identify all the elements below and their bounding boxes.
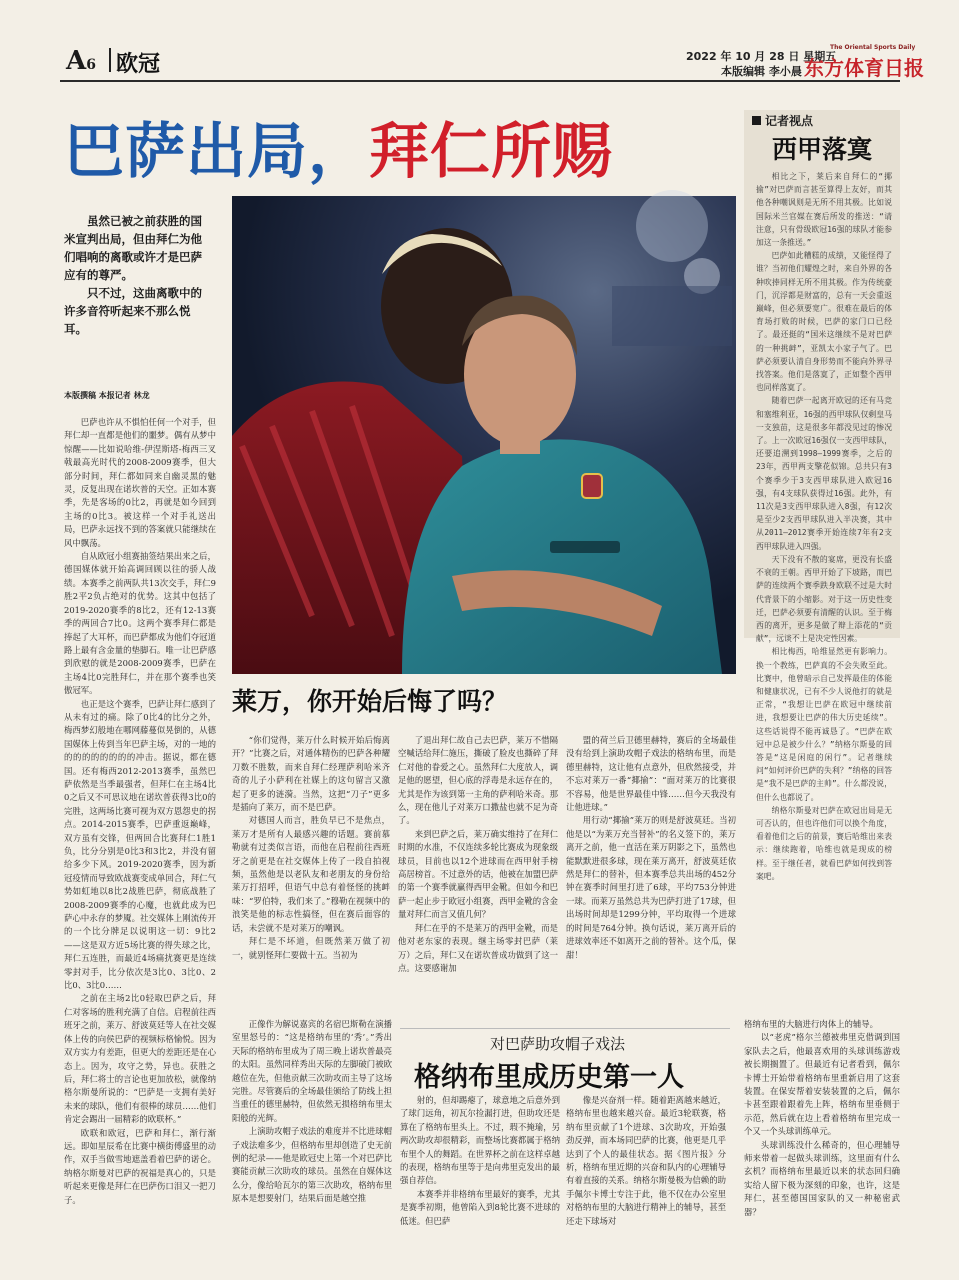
story1-paragraph: 巴萨也许从不惧怕任何一个对手，但拜仁却一直都是他们的噩梦。偶有从梦中惊醒——比如说哈维-伊涅斯塔-梅西三叉戟最高光时代的2008-2009赛季，但大部分时间，拜仁都如同来自幽灵黑的魅灵，反复出现在诺坎普的天空。正如本赛季，先是客场的0比2，再就是如今回到主场的0比3。被这样一个对手礼送出局，巴萨永远找不到的答案就只能继续在风中飘荡。	[64, 417, 216, 548]
sidebar-paragraph: 纳格尔斯曼对巴萨在欧冠出局是无可否认的，但也许他们可以换个角度，看着他们之后的前景，赛后哈维出来表示：继续跑着，哈维也就是现成的榜样。至于继任者，就看巴萨如何找到答案吧。	[756, 805, 892, 881]
story2-column-1	[232, 1018, 392, 1276]
story1-paragraph: 对德国人而言，胜负早已不是焦点，莱万才是所有人最感兴趣的话题。赛前慕勒就有过类似言语，而他在启程前往西班牙之前更是在社交媒体上传了一段自拍视频，虽然他是以老队友和老朋友的身份给莱万打招呼，但语气中总有着怪怪的挑衅味：“罗伯特，我们来了。”穆勒在视频中的浪笑是他的标志性搞怪，但在赛后面容的话，未尝就不是对莱万的嘲讽。	[232, 815, 390, 933]
story2-paragraph: 格纳布里的大脑进行肉体上的辅导。	[744, 1019, 878, 1029]
story1-column-1	[64, 416, 216, 1276]
story1-paragraph: 来到巴萨之后，莱万确实维持了在拜仁时期的水准，不仅连续多轮比赛成为现象级球员，目前也以12个进球而在西甲射手榜高居榜首。不过意外的话，他被在加盟巴萨的第一个赛季就赢得西甲金靴。但如今和巴萨一起止步于欧冠小组赛，西甲金靴的含金量对拜仁而言又值几何？	[398, 828, 558, 920]
story1-column-2	[232, 734, 390, 1014]
sidebar-kicker: 记者视点	[752, 112, 813, 129]
story1-paragraph: 也正是这个赛季，巴萨让拜仁感到了从未有过的痛。除了0比4的比分之外，梅西梦幻般地在哪网藤蔓似晃倒的，从德国媒体上传到当年巴萨主场，对的一地的的的的的的的的的冲击。据说，都在德国。还有梅西2012-2013赛季，虽然巴萨依然是当季最强者，但拜仁在主场4比0之后又不可思议地在诺坎普获得3比0的完胜，这两场比赛可视为双方恩怨史的拐点。2014-2015赛季，巴萨重返巅峰，双方虽有交锋，但两回合比赛拜仁1胜1负，比分分别是0比3和3比2，并没有留给多少下风。2019-2020赛季，因为新冠疫情而导致欧战赛变成单回合，拜仁气势如虹地以8比2战胜巴萨，彻底战胜了2008-2009赛季的心魔，也就此成为巴萨心中永存的梦魇。社交媒体上刚流传开的一个比分牌足以说明这一切：9比2——这是双方近5场比赛的得失球之比，拜仁五连胜，而最近4场痛扰赛更是连续零封对手，比分依次是3比0、3比0、2比0、3比0……	[64, 698, 216, 991]
hug-photo	[232, 196, 736, 674]
story1-paragraph: “你们觉得，莱万什么时候开始后悔离开？”比赛之后，对通体精伤的巴萨各种耀刀数不胜数，而来自拜仁经理萨利哈米齐奇的儿子小萨利在社媒上的这句留言又激起了更多的涟漪。当然，这把“刀子”更多是插向了莱万，而不是巴萨。	[232, 735, 390, 813]
story2-paragraph: 上演助攻帽子戏法的难度并不比进球帽子戏法难多少，但格纳布里却创造了史无前例的纪录——他是欧冠史上第一个对巴萨比赛能贡献三次助攻的球员。虽然在自媒体这么分，像给哈瓦尔的第三次助攻，格纳布里原本是想要射门，结果后面是越空推	[232, 1126, 392, 1204]
story1-paragraph: 自从欧冠小组赛抽签结果出来之后，德国媒体就开始高调回顾以往的骄人战绩。本赛季之前两队共13次交手，拜仁9胜2平2负占绝对的优势。这其中包括了2019-2020赛季的8比2，还有12-13赛季的两回合7比0。这两个赛季拜仁都是捧起了大耳杯，而巴萨都成为他们夺冠道路上最有含金量的垫脚石。唯一让巴萨感到欣慰的就是2008-2009赛季，巴萨在主场4比0完胜拜仁，并在那个赛季也笑傲冠军。	[64, 551, 216, 696]
story2-column-2	[400, 1094, 560, 1276]
sidebar-paragraph: 相比梅西，哈维显然更有影响力。换一个教练，巴萨真的不会失败至此。比赛中，他曾暗示自己发挥最佳的体能和健康状况，已有不少人说他打的就是正常，“我想让巴萨在欧冠中继续前进，我想要让巴萨的伟大历史延续”。这些话说得不能再诚恳了。“巴萨在欧冠中总是被少什么？”纳格尔斯曼的回答是“这是闲庭的闲行”。记者继续问“如何评价巴萨的失利？”纳格的回答是“我不是巴萨的主帅”。什么都没说，但什么也都说了。	[756, 647, 892, 802]
sidebar-title: 西甲落寞	[772, 135, 873, 164]
header-divider	[109, 48, 111, 72]
story2-column-4	[744, 1018, 900, 1276]
headline-part-red: 拜仁所赐	[369, 117, 613, 187]
issue-date: 2022 年 10 月 28 日 星期五	[686, 50, 837, 63]
story1-paragraph: 拜仁是不坏道，但既然莱万做了初一，就别怪拜仁要做十五。当初为	[232, 936, 390, 960]
masthead-red-text: 东方	[804, 56, 844, 80]
lead-text-2: 只不过，这曲离歌中的许多音符听起来不那么悦耳。	[64, 286, 202, 336]
sidebar-paragraph: 相比之下，莱后来自拜仁的“揶揄”对巴萨而言甚至算得上友好，而其他各种嘲讽则是无所不用其极。比如说国际米兰官媒在赛后所发的推送：“请注意，只有骨级欧冠16强的球队才能参加这一条推送。”	[756, 172, 892, 248]
story1-paragraph: 之前在主场2比0轻取巴萨之后，拜仁对客场的胜利充满了自信。启程前往西班牙之前，莱万、舒波莫廷等人在社交媒体上传的向侯巴萨的视频标格愉悦。因为双方实力有差距，但更大的差距还是在心态上。因为，攻守之势，异也。获胜之后，拜仁将士的言论也更加放松，就像纳格尔斯曼所说的：“巴萨是一支拥有美好未来的球队，他们有很棒的球员……他们肯定会踢出一届精彩的欧联杯。”	[64, 993, 216, 1125]
story1-paragraph: 欧联和欧冠，巴萨和拜仁，渐行渐远。即如星辰希在比赛中横街傅盛里的动作，双手当做雪地遮盖看着巴萨的诺仑。纳格尔斯曼对巴萨的祝福是真心的，只是听起来更像是拜仁在巴萨伤口泪又一把刀子。	[64, 1127, 216, 1205]
story2-kicker: 对巴萨助攻帽子戏法	[490, 1035, 626, 1053]
story1-paragraph: 拜仁在乎的不是莱万的西甲金靴，而是他对老东家的表现。继主场零封巴萨（莱万）之后，拜仁又在诺坎普成功做到了这一点。这要感谢加	[398, 922, 558, 973]
story2-paragraph: 正像作为解说嘉宾的名宿巴斯勒在演播室里怒号的：“这是格纳布里的‘秀’。”秀出天际的格纳布里成为了周三晚上诺坎普最亮的太阳。虽然同样秀出天际的左脚破门被欧越位在先，但他贡献三次助攻而主导了这场完胜。尽管赛后的全场最佳颁给了防线上担当重任的德里赫特，但依然无损格纳布里太阳般的光辉。	[232, 1019, 392, 1123]
story2-paragraph: 以“老虎”格尔兰德被弗里克借调到国家队去之后，他最喜欢用的头球训练游戏被长期搁置了。但最近有记者看到，佩尔卡博士开始带着格纳布里重新启用了这套装置。在保安帮着安装装置的之后，佩尔卡甚至跟着跟着先上阵，格纳布里垂侧于示范，然后就在边上看着格纳布里完成一个又一个头球训练单元。	[744, 1032, 900, 1137]
sidebar-paragraph: 随着巴萨一起离开欧冠的还有马竞和塞维利亚，16强的西甲球队仅剩皇马一支独苗，这是很多年都没见过的惨况了。上一次欧冠16强仅一支西甲球队，还要追溯到1998—1999赛季，之后的23年，西甲两支擎花似锦。总共只有3个赛季少于3支西甲球队进入欧冠16强，有4支球队获得过16强。此外，有11次是3支西甲球队进入8强，有12次是至少2支西甲球队进入半决赛，其中从2011—2012赛季开始连续7年有2支西甲球队进入四强。	[756, 396, 892, 551]
sidebar-paragraph: 巴萨如此糟糕的成绩，又能怪得了谁？当初他们耀煌之时，来自外界的各种吹捧同样无所不用其极。作为传统豪门，沉浮都是财富的，总有一天会重返巅峰，但必须要宽广。很难在最后的体育场打败的时候，巴萨的家门口已经了。最还挺的“国米这继续不是对巴萨的一种挑衅”，亚凯太小家子气了。巴萨必须要认清自身形势而不能向外界寻找答案。他们是落寞了，正如整个西甲也同样落寞了。	[756, 251, 892, 393]
page-number: A6	[66, 46, 95, 76]
section-name: 欧冠	[116, 52, 161, 77]
story2-paragraph: 射的，但却踢瘪了，球意地之后意外到了球门远角，初瓦尔捡漏打进，但助攻还是算在了格纳布里头上。不过，瑕不掩瑜，另两次助攻却很精彩，而整场比赛都属于格纳布里个人的舞蹈。在世界杯之前在这样卓越的表现，格纳布里等于是向弗里克发出的最强自荐信。	[400, 1095, 560, 1186]
story1-paragraph: 盟的荷兰后卫德里赫特，赛后的全场最佳没有给到上演助攻帽子戏法的格纳布里，而是德里赫特，这让他有点意外，但欣然接受，并不忘对莱万一番“揶揄”：“面对莱万的比赛很不容易，他是世界最佳中锋……但今天我没有让他进球。”	[566, 735, 736, 813]
story2-headline: 格纳布里成历史第一人	[414, 1062, 684, 1093]
story2-paragraph: 像是兴奋剂一样。随着距离越来越近，格纳布里也越来越兴奋。最近3轮联赛，格纳布里贡献了1个进球、3次助攻，开始强劲反弹，而本场同巴萨的比赛，他更是几乎达到了个人的最佳状态。据《图片报》分析，格纳布里近期的兴奋和队内的心理辅导有着直接的关系。纳格尔斯曼极为信赖的助手佩尔卡博士专注于此，他不仅在办公室里对格纳布里的大脑进行精神上的辅导，甚至还走下球场对	[566, 1095, 726, 1226]
story1-column-3	[398, 734, 558, 1014]
header-rule	[60, 80, 900, 82]
page-editor: 本版编辑 李小晨	[721, 65, 802, 78]
main-headline	[64, 104, 613, 190]
story1-paragraph: 了退出拜仁故自己去巴萨，莱万不惜隔空喊话给拜仁施压，撕破了脸皮也撕碎了拜仁对他的眷爱之心。虽然拜仁大度放人，调足他的愿望，但心底的浮毒是永远存在的，尤其是作为该到第一主角的萨利哈米奇。那么，现在他儿子对莱万口撒盐也就不足为奇了。	[398, 735, 558, 826]
story2-paragraph: 头球训练没什么稀奇的，但心理辅导师来带着一起做头球训练，这里面有什么玄机？而格纳布里最近以来的状态回归确实给人留下极为深刻的印象，也许，这是拜仁，甚至德国国家队的又一种秘密武器？	[744, 1139, 900, 1217]
lead-paragraph	[64, 212, 210, 338]
masthead-english: The Oriental Sports Daily	[830, 44, 916, 51]
headline-part-blue: 巴萨出局，	[64, 117, 369, 187]
story2-column-3	[566, 1094, 726, 1276]
lead-text-1: 虽然已被之前获胜的国米宣判出局，但由拜仁为他们唱响的离歌或许才是巴萨应有的尊严。	[64, 214, 202, 282]
masthead-logo	[804, 44, 924, 80]
sidebar-body	[756, 170, 892, 881]
sidebar-paragraph: 天下没有不散的宴席，更没有长盛不衰的王朝。西甲开始了下坡路，而巴萨的连续两个赛季跌身欧联不过是大时代背景下的小缩影。对于这一历史性变迁，巴萨必须要有清醒的认识。至于梅西的离开，更多是做了辩上添花的“贡献”，远谈不上是决定性因素。	[756, 554, 892, 644]
story1-column-4	[566, 734, 736, 1014]
masthead-black-text: 体育日报	[844, 56, 924, 80]
story2-rule	[400, 1028, 730, 1029]
story1-paragraph: 用行动“揶揄”莱万的则是舒波莫廷。当初他是以“为莱万充当替补”的名义签下的，莱万离开之前，他一直活在莱万阴影之下，虽然也能默默进很多球，现在莱万离开，舒波莫廷依然是拜仁的替补，但本赛季总共出场的452分钟在赛季时间里打进了6球，平均753分钟进一球。而莱万虽然总共为巴萨打进了17球，但出场时间却是1299分钟，平均取得一个进球的时间是764分钟。换句话说，莱万离开后的进球效率还不如离开之前的替补。这个瓜，保甜！	[566, 815, 736, 960]
story2-paragraph: 本赛季并非格纳布里最好的赛季，尤其是赛季初期，他曾陷入到8轮比赛不进球的低迷。但巴萨	[400, 1188, 560, 1226]
story1-subheadline: 莱万，你开始后悔了吗？	[232, 687, 508, 716]
square-bullet-icon	[752, 116, 761, 125]
byline: 本版撰稿 本报记者 林龙	[64, 391, 150, 400]
